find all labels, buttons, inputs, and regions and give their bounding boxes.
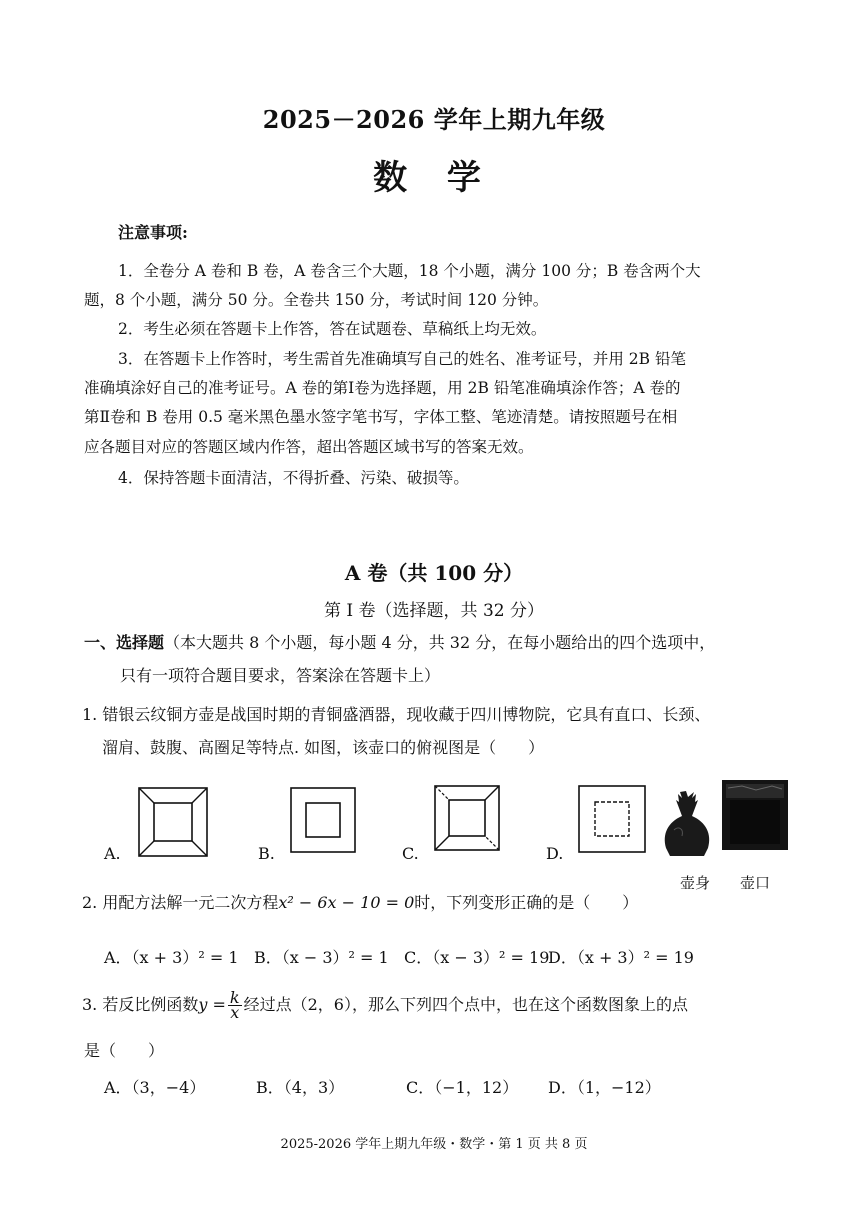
q3-option-b: B．（4，3） (256, 1078, 345, 1097)
q1-option-a-label: A. (104, 844, 121, 863)
notice-item-4: 4．保持答题卡面清洁，不得折叠、污染、破损等。 (118, 469, 469, 487)
q2-equation: x² − 6x − 10 = 0 (278, 893, 415, 912)
vase-mouth-photo (722, 780, 788, 850)
q3-stem (82, 990, 688, 1020)
vase-mouth-caption: 壶口 (740, 874, 771, 892)
notice-item-2: 2．考生必须在答题卡上作答，答在试题卷、草稿纸上均无效。 (118, 320, 547, 338)
notice-item-3-line-1: 3．在答题卡上作答时，考生需首先准确填写自己的姓名、准考证号，并用 2B 铅笔 (118, 350, 686, 368)
notice-item-3-line-4: 应各题目对应的答题区域内作答，超出答题区域书写的答案无效。 (84, 438, 534, 456)
notice-item-1-line-2: 题，8 个小题，满分 50 分。全卷共 150 分，考试时间 120 分钟。 (84, 291, 549, 309)
q1-stem-line-1: 1. 错银云纹铜方壶是战国时期的青铜盛酒器，现收藏于四川博物院，它具有直口、长颈、 (82, 705, 711, 724)
notice-item-1-line-1: 1．全卷分 A 卷和 B 卷，A 卷含三个大题，18 个小题，满分 100 分；B 卷含两个大 (118, 262, 701, 280)
subject-title: 数 学 (373, 158, 495, 198)
page-footer: 2025-2026 学年上期九年级・数学・第 1 页 共 8 页 (280, 1137, 588, 1152)
q2-option-b: B．（x − 3）² = 1 (254, 948, 389, 967)
q1-option-b-label: B. (258, 844, 275, 863)
choice-section-desc-line-2: 只有一项符合题目要求，答案涂在答题卡上） (120, 666, 441, 685)
q3-stem-line-2: 是（ ） (84, 1041, 165, 1060)
choice-section-desc-line-1 (84, 628, 715, 658)
q3-stem-suffix: 经过点（2，6），那么下列四个点中，也在这个函数图象上的点 (243, 995, 688, 1014)
q3-option-a: A．（3，−4） (104, 1078, 206, 1097)
q3-option-d: D．（1，−12） (548, 1078, 661, 1097)
q1-option-d-figure (578, 785, 646, 853)
q2-stem-suffix: 时，下列变形正确的是（ ） (414, 893, 639, 912)
q2-option-c: C．（x − 3）² = 19 (404, 948, 550, 967)
q1-option-a-figure (138, 787, 208, 857)
q3-frac-num: k (229, 988, 240, 1007)
vase-body-caption: 壶身 (680, 874, 711, 892)
q1-option-c-label: C. (402, 844, 419, 863)
section-a-title: A 卷（共 100 分） (344, 561, 524, 585)
q1-option-b-figure (290, 787, 356, 853)
q3-frac-den: x (230, 1003, 240, 1022)
q1-stem-line-2: 溜肩、鼓腹、高圈足等特点. 如图，该壶口的俯视图是（ ） (102, 738, 545, 757)
q3-fraction (228, 988, 242, 1022)
choice-heading: 一、选择题 (84, 633, 165, 652)
choice-desc: （本大题共 8 个小题，每小题 4 分，共 32 分，在每小题给出的四个选项中， (164, 633, 716, 652)
q2-stem (82, 888, 638, 918)
notice-item-3-line-2: 准确填涂好自己的准考证号。A 卷的第Ⅰ卷为选择题，用 2B 铅笔准确填涂作答；A 卷的 (84, 379, 681, 397)
q2-option-d: D．（x + 3）² = 19 (548, 948, 694, 967)
q2-option-a: A．（x + 3）² = 1 (104, 948, 239, 967)
exam-title: 2025－2026 学年上期九年级 (262, 105, 606, 134)
q2-stem-prefix: 2. 用配方法解一元二次方程 (82, 893, 279, 912)
q3-stem-prefix: 3. 若反比例函数 (82, 995, 199, 1014)
q3-option-c: C．（−1，12） (406, 1078, 519, 1097)
q1-option-d-label: D. (546, 844, 564, 863)
vase-body-photo (660, 790, 714, 858)
q1-option-c-figure (434, 785, 500, 851)
notice-item-3-line-3: 第Ⅱ卷和 B 卷用 0.5 毫米黑色墨水签字笔书写，字体工整、笔迹清楚。请按照题号在相 (84, 408, 678, 426)
notice-heading: 注意事项: (118, 223, 188, 242)
part-1-title: 第 Ⅰ 卷（选择题，共 32 分） (324, 601, 544, 621)
q3-func-lhs: y = (198, 995, 226, 1014)
